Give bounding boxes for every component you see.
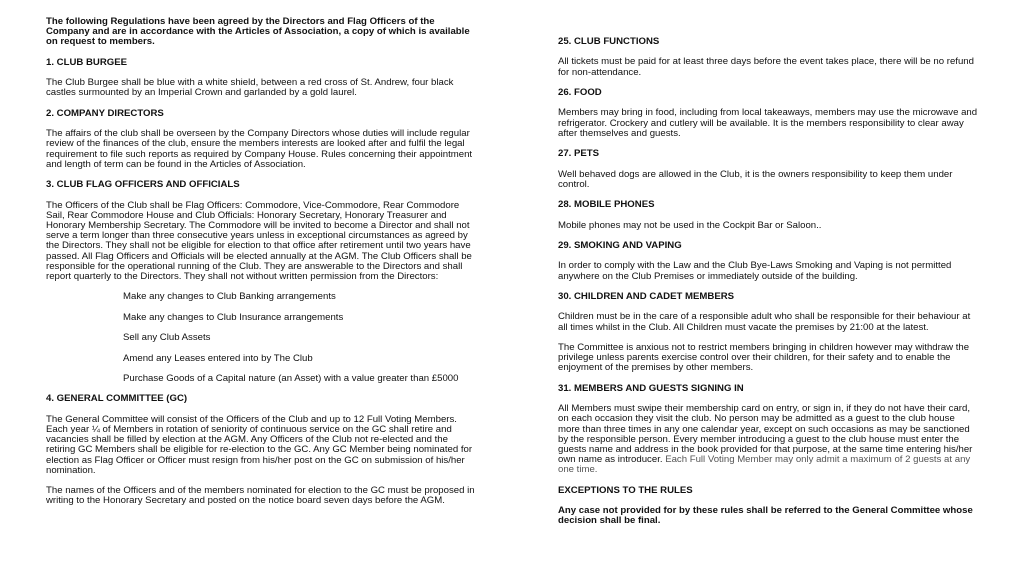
section-27-title: 27. PETS: [558, 148, 600, 160]
section-31-guest-limit: Each Full Voting Member may only admit a maximum of 2 guests at any one time.: [558, 454, 971, 476]
section-25-text: All tickets must be paid for at least three days before the event takes place, there will be no refund for non-attendance.: [558, 56, 974, 78]
restriction-item: Make any changes to Club Insurance arrangements: [123, 311, 344, 323]
restriction-item: Make any changes to Club Banking arrangements: [123, 291, 336, 303]
left-column: [46, 17, 478, 517]
section-28-title: 28. MOBILE PHONES: [558, 199, 655, 211]
section-27-text: Well behaved dogs are allowed in the Club, it is the owners responsibility to keep them under control.: [558, 168, 953, 190]
section-2-title: 2. COMPANY DIRECTORS: [46, 107, 164, 119]
restriction-item: Purchase Goods of a Capital nature (an Asset) with a value greater than £5000: [123, 372, 459, 384]
section-30-text-2: The Committee is anxious not to restrict members bringing in children however may withdraw the privilege unless parents exercise control over their children, for their safety and to enable the enjoyment of the premises by other members.: [558, 341, 970, 374]
section-29-title: 29. SMOKING AND VAPING: [558, 239, 682, 251]
exceptions-title: EXCEPTIONS TO THE RULES: [558, 484, 693, 496]
section-31-title: 31. MEMBERS AND GUESTS SIGNING IN: [558, 382, 744, 394]
section-31-text: [558, 404, 978, 475]
section-4-text: The General Committee will consist of the Officers of the Club and up to 12 Full Voting Members. Each year ¼ of Members in rotation of seniority of continuous service on the GC shall retire and vacancies shall be filled by election at the AGM. Any Officers of the Club not re-elected and the retiring GC Members shall be eligible for re-election to the GC. Any GC Member being nominated for election as Flag Officer or Officer must resign from his/her post on the GC on submission of his/her nomination.: [46, 413, 473, 476]
section-4-title: 4. GENERAL COMMITTEE (GC): [46, 393, 188, 405]
section-2-text: The affairs of the club shall be overseen by the Company Directors whose duties will include regular review of the finances of the club, ensure the members interests are looked after and fulfil the legal requirement to file such reports as required by Company House. Rules concerning their appointment and length of term can be found in the Articles of Association.: [46, 128, 473, 170]
section-3-text: The Officers of the Club shall be Flag Officers: Commodore, Vice-Commodore, Rear Commodore Sail, Rear Commodore House and Club Officials: Honorary Secretary, Honorary Treasurer and Honorary Membership Secretary. The Commodore will be invited to become a Director and shall not serve a term longer than three consecutive years unless in exceptional circumstances as agreed by the Directors. They shall not be eligible for election to that office after retirement until two years have passed. All Flag Officers and Officials will be elected annually at the AGM. The Club Officers shall be responsible for the operational running of the Club. They are answerable to the Directors and shall report quarterly to the Directors. They shall not without written permission from the Directors:: [46, 199, 472, 282]
exceptions-text: Any case not provided for by these rules shall be referred to the General Committee whose decision shall be final.: [558, 505, 973, 527]
section-26-title: 26. FOOD: [558, 86, 602, 98]
right-column: [558, 37, 978, 537]
section-28-text: Mobile phones may not be used in the Cockpit Bar or Saloon..: [558, 219, 822, 231]
section-1-text: The Club Burgee shall be blue with a white shield, between a red cross of St. Andrew, four black castles surmounted by an Imperial Crown and garlanded by a gold laurel.: [46, 77, 454, 99]
section-1-title: 1. CLUB BURGEE: [46, 56, 128, 68]
restriction-item: Amend any Leases entered into by The Club: [123, 352, 313, 364]
intro-text: The following Regulations have been agreed by the Directors and Flag Officers of the Company and are in accordance with the Articles of Association, a copy of which is available on request to members.: [46, 16, 470, 48]
section-26-text: Members may bring in food, including from local takeaways, members may use the microwave and refrigerator. Crockery and cutlery will be available. It is the members responsibility to clear away after themselves and guests.: [558, 107, 978, 139]
restriction-item: Sell any Club Assets: [123, 332, 211, 344]
section-31-main: All Members must swipe their membership card on entry, or sign in, if they do not have their card, on each occasion they visit the club. No person may be admitted as a guest to the club house more than three times in any one calendar year, except on such occasions as may be sanctioned by the responsible person. Every member introducing a guest to the club house must enter the guests name and address in the book provided for that purpose, at the same time entering his/her own name as introducer.: [558, 403, 973, 466]
section-3-title: 3. CLUB FLAG OFFICERS AND OFFICIALS: [46, 179, 240, 191]
section-29-text: In order to comply with the Law and the Club Bye-Laws Smoking and Vaping is not permitted anywhere on the Club Premises or immediately outside of the building.: [558, 260, 952, 282]
section-30-title: 30. CHILDREN AND CADET MEMBERS: [558, 290, 735, 302]
section-25-title: 25. CLUB FUNCTIONS: [558, 36, 660, 47]
section-30-text: Children must be in the care of a responsible adult who shall be responsible for their behaviour at all times whilst in the Club. All Children must vacate the premises by 21:00 at the latest.: [558, 311, 971, 333]
section-4-text-2: The names of the Officers and of the members nominated for election to the GC must be proposed in writing to the Honorary Secretary and posted on the notice board seven days before the AGM.: [46, 485, 475, 507]
